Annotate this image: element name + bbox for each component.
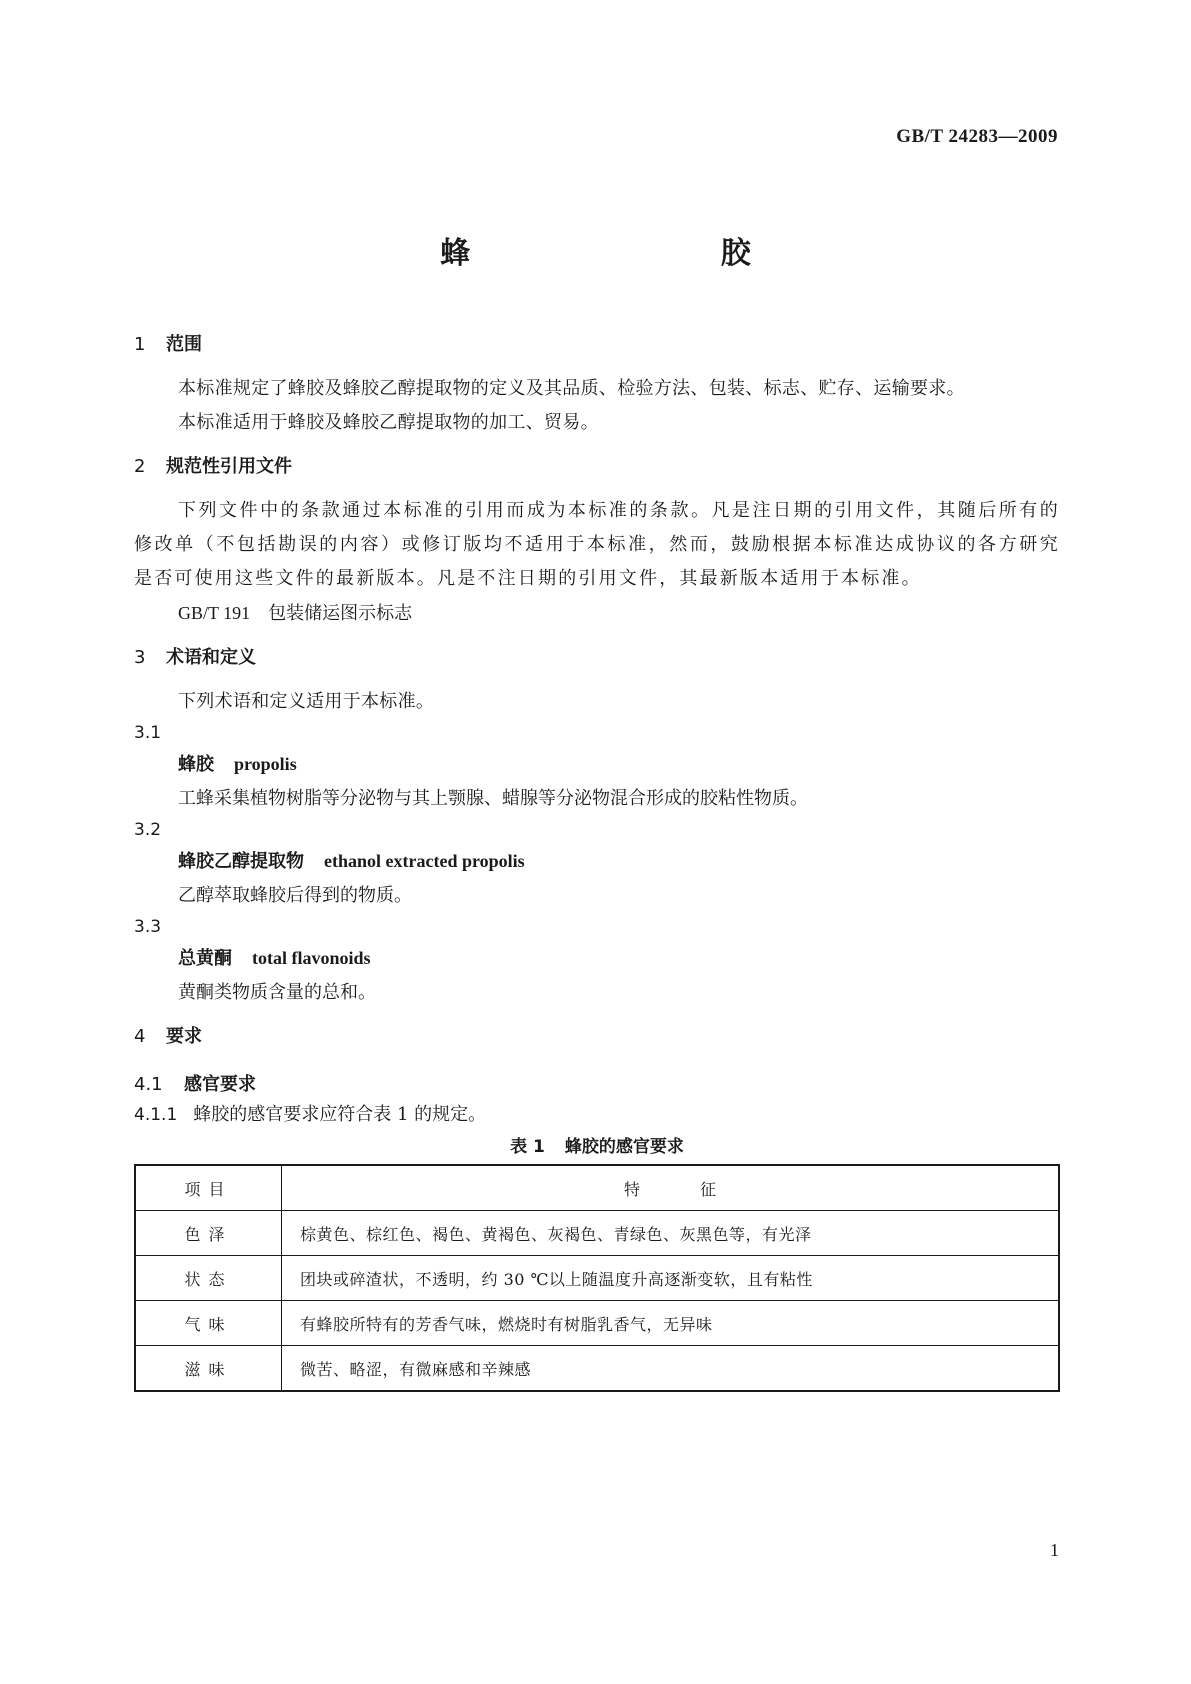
- scope-paragraph-1: 本标准规定了蜂胶及蜂胶乙醇提取物的定义及其品质、检验方法、包装、标志、贮存、运输要求。: [178, 378, 965, 399]
- standard-code: GB/T 24283—2009: [896, 126, 1058, 147]
- term-entry: [134, 747, 1060, 782]
- cell-feature: 棕黄色、棕红色、褐色、黄褐色、灰褐色、青绿色、灰黑色等，有光泽: [282, 1211, 1060, 1256]
- term-chinese: 蜂胶乙醇提取物: [178, 851, 304, 872]
- section-title: 要求: [166, 1026, 202, 1047]
- table-row: [135, 1256, 1059, 1301]
- section-heading-normative-references: [134, 452, 1060, 482]
- subsection-heading-sensory: [134, 1070, 1060, 1100]
- table-row: [135, 1301, 1059, 1346]
- section-number: 1: [134, 334, 146, 355]
- clause-number: 4.1.1: [134, 1105, 178, 1125]
- term-entry: [134, 941, 1060, 976]
- references-paragraph: 下列文件中的条款通过本标准的引用而成为本标准的条款。凡是注日期的引用文件，其随后所有的修改单（不包括勘误的内容）或修订版均不适用于本标准，然而，鼓励根据本标准达成协议的各方研究是否可使用这些文件的最新版本。凡是不注日期的引用文件，其最新版本适用于本标准。: [134, 500, 1060, 589]
- table-caption: [134, 1130, 1060, 1164]
- clause-text: 蜂胶的感官要求应符合表 1 的规定。: [193, 1104, 487, 1125]
- term-english: ethanol extracted propolis: [324, 851, 525, 871]
- reference-item: [134, 596, 1060, 631]
- term-chinese: 总黄酮: [178, 948, 232, 969]
- page-number: 1: [1050, 1540, 1059, 1560]
- table-caption-title: 蜂胶的感官要求: [564, 1137, 684, 1157]
- term-english: propolis: [234, 754, 297, 774]
- section-heading-terms: [134, 643, 1060, 673]
- column-header-item: 项目: [135, 1165, 282, 1211]
- cell-feature: 团块或碎渣状，不透明，约 30 ℃以上随温度升高逐渐变软，且有粘性: [282, 1256, 1060, 1301]
- section-title: 术语和定义: [166, 647, 256, 668]
- document-title: 蜂 胶: [440, 236, 871, 271]
- cell-item: 状态: [135, 1256, 282, 1301]
- sensory-requirements-table: [134, 1164, 1060, 1392]
- term-number: 3.2: [134, 820, 162, 840]
- term-definition: 乙醇萃取蜂胶后得到的物质。: [178, 885, 412, 906]
- scope-paragraph-2: 本标准适用于蜂胶及蜂胶乙醇提取物的加工、贸易。: [178, 412, 599, 433]
- table-header-row: [135, 1165, 1059, 1211]
- term-definition: 工蜂采集植物树脂等分泌物与其上颚腺、蜡腺等分泌物混合形成的胶粘性物质。: [178, 788, 808, 809]
- table-caption-label: 表 1: [510, 1137, 545, 1157]
- terms-intro: 下列术语和定义适用于本标准。: [178, 691, 435, 712]
- table-row: [135, 1346, 1059, 1392]
- subsection-title: 感官要求: [184, 1074, 256, 1095]
- term-definition: 黄酮类物质含量的总和。: [178, 982, 376, 1003]
- cell-item: 滋味: [135, 1346, 282, 1392]
- term-number: 3.1: [134, 723, 162, 743]
- reference-code: GB/T 191: [178, 603, 251, 623]
- subsection-number: 4.1: [134, 1074, 163, 1095]
- term-chinese: 蜂胶: [178, 754, 214, 775]
- section-number: 4: [134, 1026, 146, 1047]
- section-number: 3: [134, 647, 146, 668]
- cell-feature: 有蜂胶所特有的芳香气味，燃烧时有树脂乳香气，无异味: [282, 1301, 1060, 1346]
- section-title: 范围: [166, 334, 202, 355]
- table-row: [135, 1211, 1059, 1256]
- cell-item: 色泽: [135, 1211, 282, 1256]
- section-title: 规范性引用文件: [166, 456, 292, 477]
- clause-4-1-1: [134, 1100, 1060, 1130]
- cell-feature: 微苦、略涩，有微麻感和辛辣感: [282, 1346, 1060, 1392]
- section-number: 2: [134, 456, 146, 477]
- reference-title: 包装储运图示标志: [268, 603, 413, 624]
- section-heading-requirements: [134, 1022, 1060, 1052]
- section-heading-scope: [134, 330, 1060, 360]
- term-entry: [134, 844, 1060, 879]
- document-body: [134, 330, 1060, 1392]
- term-number: 3.3: [134, 917, 162, 937]
- term-english: total flavonoids: [252, 948, 371, 968]
- cell-item: 气味: [135, 1301, 282, 1346]
- column-header-feature: 特征: [282, 1165, 1060, 1211]
